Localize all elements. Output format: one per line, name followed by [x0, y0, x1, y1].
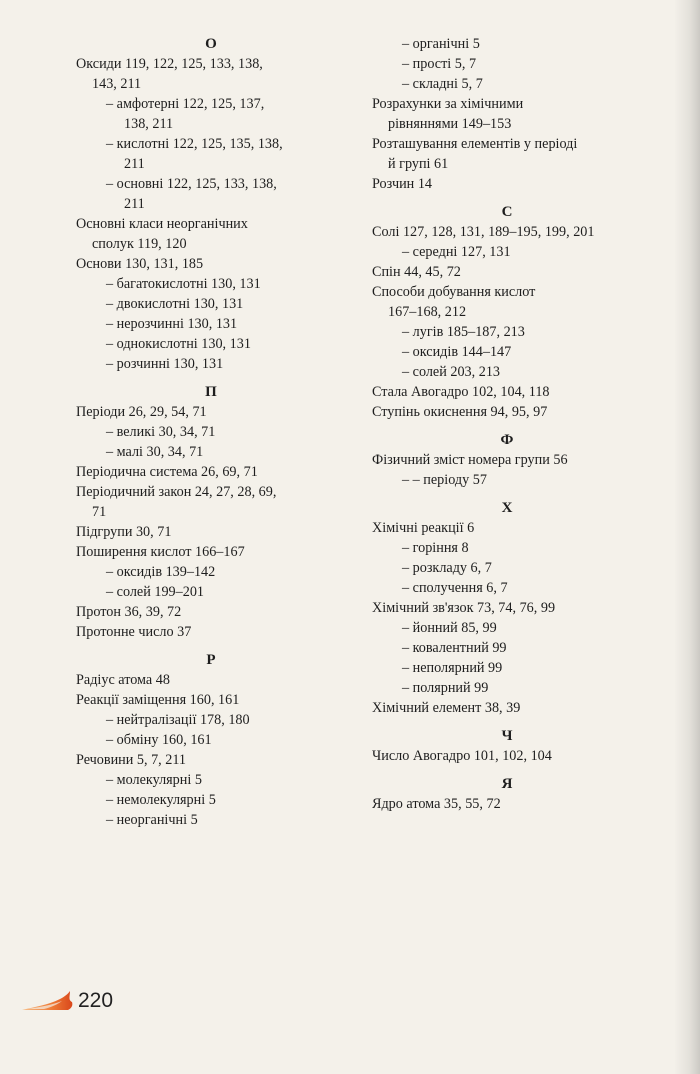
index-subentry: – прості 5, 7: [402, 56, 477, 72]
index-entry: Хімічний зв'язок 73, 74, 76, 99: [372, 600, 556, 616]
index-entry: Способи добування кислот: [372, 284, 536, 300]
index-subentry: – нерозчинні 130, 131: [106, 316, 238, 332]
index-entry: Основні класи неорганічних: [76, 216, 248, 232]
index-subentry: – оксидів 144–147: [402, 344, 512, 360]
section-gap: [372, 422, 642, 430]
index-subentry: й групі 61: [388, 156, 449, 172]
index-subentry: – багатокислотні 130, 131: [106, 276, 261, 292]
index-entry: Основи 130, 131, 185: [76, 256, 204, 272]
index-letter-heading: Х: [501, 500, 513, 516]
index-subentry: 167–168, 212: [388, 304, 467, 320]
section-gap: [76, 642, 346, 650]
index-column-right: [372, 34, 642, 814]
section-gap: [76, 374, 346, 382]
index-subentry: – середні 127, 131: [402, 244, 511, 260]
index-subentry: 211: [124, 156, 145, 172]
index-subentry: – оксидів 139–142: [106, 564, 216, 580]
index-subentry: – солей 199–201: [106, 584, 205, 600]
index-subentry: – неполярний 99: [402, 660, 503, 676]
index-entry: Ступінь окиснення 94, 95, 97: [372, 404, 548, 420]
section-gap: [372, 194, 642, 202]
flame-icon: [22, 990, 74, 1012]
section-gap: [372, 766, 642, 774]
index-entry: Періодичний закон 24, 27, 28, 69,: [76, 484, 277, 500]
index-subentry: – неорганічні 5: [106, 812, 198, 828]
index-entry: Реакції заміщення 160, 161: [76, 692, 240, 708]
index-subentry: – немолекулярні 5: [106, 792, 216, 808]
index-letter-heading: П: [205, 384, 217, 400]
index-letter-heading: Р: [206, 652, 216, 668]
index-entry: Солі 127, 128, 131, 189–195, 199, 201: [372, 224, 595, 240]
index-subentry: – нейтралізації 178, 180: [106, 712, 250, 728]
index-subentry: – лугів 185–187, 213: [402, 324, 525, 340]
index-subentry: – ковалентний 99: [402, 640, 507, 656]
index-subentry: – основні 122, 125, 133, 138,: [106, 176, 277, 192]
page-footer: [22, 986, 113, 1016]
index-entry: Стала Авогадро 102, 104, 118: [372, 384, 550, 400]
index-subentry: – розчинні 130, 131: [106, 356, 224, 372]
index-subentry: – органічні 5: [402, 36, 480, 52]
index-entry: Протонне число 37: [76, 624, 192, 640]
index-subentry: – солей 203, 213: [402, 364, 501, 380]
index-entry: Періоди 26, 29, 54, 71: [76, 404, 207, 420]
index-subentry: – малі 30, 34, 71: [106, 444, 204, 460]
index-entry: Число Авогадро 101, 102, 104: [372, 748, 552, 764]
index-subentry: сполук 119, 120: [92, 236, 187, 252]
index-subentry: – однокислотні 130, 131: [106, 336, 251, 352]
index-entry: Протон 36, 39, 72: [76, 604, 182, 620]
index-subentry: 211: [124, 196, 145, 212]
index-letter-heading: Ч: [501, 728, 513, 744]
index-subentry: 143, 211: [92, 76, 142, 92]
index-subentry: – великі 30, 34, 71: [106, 424, 216, 440]
index-entry: Підгрупи 30, 71: [76, 524, 172, 540]
index-letter-heading: С: [501, 204, 513, 220]
index-entry: Розчин 14: [372, 176, 433, 192]
index-column-left: [76, 34, 346, 830]
index-subentry: 71: [92, 504, 107, 520]
index-entry: Хімічні реакції 6: [372, 520, 475, 536]
page-edge-shadow: [674, 0, 700, 1074]
index-entry: Оксиди 119, 122, 125, 133, 138,: [76, 56, 263, 72]
section-gap: [372, 490, 642, 498]
index-subentry: – амфотерні 122, 125, 137,: [106, 96, 265, 112]
page-number: 220: [78, 989, 114, 1012]
index-subentry: – полярний 99: [402, 680, 489, 696]
index-subentry: – молекулярні 5: [106, 772, 202, 788]
index-entry: Поширення кислот 166–167: [76, 544, 245, 560]
index-subentry: – розкладу 6, 7: [402, 560, 492, 576]
index-subentry: – складні 5, 7: [402, 76, 483, 92]
index-subentry: 138, 211: [124, 116, 174, 132]
index-entry: Фізичний зміст номера групи 56: [372, 452, 568, 468]
index-entry: Спін 44, 45, 72: [372, 264, 461, 280]
index-entry: Радіус атома 48: [76, 672, 170, 688]
index-subentry: – сполучення 6, 7: [402, 580, 508, 596]
index-subentry: – йонний 85, 99: [402, 620, 497, 636]
index-subentry: – кислотні 122, 125, 135, 138,: [106, 136, 283, 152]
index-subentry: – – періоду 57: [402, 472, 487, 488]
index-subentry: – двокислотні 130, 131: [106, 296, 244, 312]
index-entry: Розташування елементів у періоді: [372, 136, 578, 152]
index-letter-heading: Ф: [500, 432, 514, 448]
index-entry: Періодична система 26, 69, 71: [76, 464, 258, 480]
section-gap: [372, 718, 642, 726]
index-entry: Ядро атома 35, 55, 72: [372, 796, 501, 812]
index-entry: Розрахунки за хімічними: [372, 96, 524, 112]
index-subentry: – обміну 160, 161: [106, 732, 212, 748]
index-entry: Хімічний елемент 38, 39: [372, 700, 521, 716]
index-letter-heading: Я: [501, 776, 513, 792]
index-subentry: рівняннями 149–153: [388, 116, 512, 132]
index-subentry: – горіння 8: [402, 540, 469, 556]
index-letter-heading: О: [205, 36, 217, 52]
index-entry: Речовини 5, 7, 211: [76, 752, 187, 768]
